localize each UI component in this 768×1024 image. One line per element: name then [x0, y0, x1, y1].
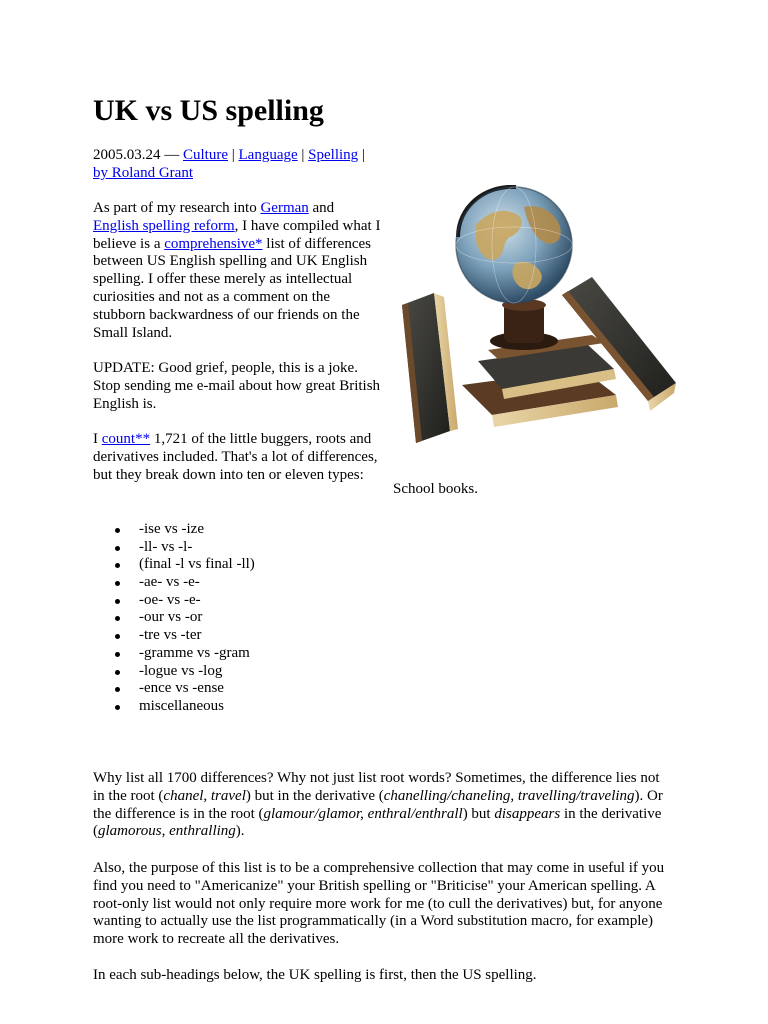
globe — [456, 187, 572, 303]
bullet-icon — [115, 546, 120, 551]
list-item-text: -ise vs -ize — [139, 521, 204, 537]
count-text: I — [93, 431, 102, 447]
german-link[interactable]: German — [260, 200, 309, 216]
list-item — [93, 539, 393, 557]
intro-text: list of differences between US English spelling and UK English spelling. I offer these merely as intellectual curiosities and not as a comment on the stubborn backwardness of our friends on the Small Island. — [93, 235, 371, 341]
list-item — [93, 698, 393, 716]
bullet-icon — [115, 581, 120, 586]
list-item — [93, 556, 393, 574]
why-text: ). — [235, 823, 245, 840]
why-example: glamour/glamor, enthral/enthrall — [263, 805, 463, 822]
list-item-text: -ll- vs -l- — [139, 538, 193, 555]
why-text: ) but — [462, 805, 495, 822]
list-item — [93, 680, 393, 698]
left-book — [402, 293, 458, 443]
list-item — [93, 592, 393, 610]
each-paragraph: In each sub-headings below, the UK spelling is first, then the US spelling. — [93, 967, 537, 983]
bullet-icon — [115, 616, 120, 621]
count-text: 1,721 of the little buggers, roots and derivatives included. That's a lot of differences, but they break down into ten or eleven types: — [93, 431, 378, 483]
why-example: chanel, travel — [163, 787, 246, 804]
category-separator: | — [297, 147, 309, 163]
list-item — [93, 645, 393, 663]
why-text: , — [161, 823, 170, 840]
spelling-reform-link[interactable]: English spelling reform — [93, 217, 235, 234]
intro-text: , I have compiled what I believe is a — [93, 217, 381, 252]
comprehensive-link[interactable]: comprehensive* — [164, 235, 263, 252]
why-text: in the derivative ( — [93, 805, 662, 840]
post-date: 2005.03.24 — [93, 147, 161, 163]
intro-text: As part of my research into — [93, 200, 261, 216]
bullet-icon — [115, 705, 120, 710]
date-dash: — — [160, 147, 183, 163]
spelling-types-list — [93, 521, 393, 716]
list-item — [93, 663, 393, 681]
count-paragraph — [93, 431, 385, 484]
category-separator: | — [358, 147, 365, 163]
list-item-text: -oe- vs -e- — [139, 591, 201, 608]
intro-text: and — [308, 200, 335, 216]
school-books-image — [392, 185, 682, 445]
author-link[interactable]: by Roland Grant — [93, 164, 193, 181]
list-item — [93, 627, 393, 645]
globe-stand — [490, 299, 558, 350]
list-item-text: -logue vs -log — [139, 662, 223, 679]
why-paragraph — [93, 770, 673, 841]
list-item — [93, 521, 393, 539]
list-item-text: miscellaneous — [139, 697, 224, 714]
figure-caption: School books. — [393, 481, 479, 497]
category-link-language[interactable]: Language — [238, 147, 298, 163]
bullet-icon — [115, 670, 120, 675]
list-item — [93, 609, 393, 627]
post-meta — [93, 147, 393, 183]
why-text: Why list all 1700 differences? Why not just list root words? Sometimes, the difference lies not in the root ( — [93, 770, 660, 804]
why-text: ). Or the difference is in the root ( — [93, 787, 663, 822]
why-example: glamorous — [98, 823, 162, 840]
bullet-icon — [115, 634, 120, 639]
list-item-text: -our vs -or — [139, 609, 203, 626]
intro-paragraph — [93, 200, 383, 342]
why-example: enthralling — [169, 823, 236, 840]
update-paragraph: UPDATE: Good grief, people, this is a joke. Stop sending me e-mail about how great British English is. — [93, 360, 381, 412]
list-item-text: -tre vs -ter — [139, 627, 202, 644]
count-link[interactable]: count** — [101, 431, 151, 447]
list-item-text: (final -l vs final -ll) — [139, 556, 255, 573]
bullet-icon — [115, 528, 120, 533]
bullet-icon — [115, 652, 120, 657]
also-paragraph: Also, the purpose of this list is to be a comprehensive collection that may come in useful if you find you need to "Americanize" your British spelling or "Briticise" your American spelling. A root-only list would not only require more work for me (to cull the derivatives) but, for anyone wanting to actually use the list programmatically (in a Word substitution macro, for example) more work to recreate all the derivatives. — [93, 860, 665, 948]
why-example: chanelling/chaneling, travelling/traveling — [383, 787, 635, 804]
category-link-spelling[interactable]: Spelling — [308, 147, 359, 163]
why-text: ) but in the derivative ( — [245, 787, 384, 804]
category-link-culture[interactable]: Culture — [183, 147, 228, 163]
list-item-text: -ence vs -ense — [139, 680, 224, 697]
list-item-text: -gramme vs -gram — [139, 644, 250, 661]
list-item-text: -ae- vs -e- — [139, 574, 200, 591]
bullet-icon — [115, 599, 120, 604]
bullet-icon — [115, 687, 120, 692]
category-separator: | — [228, 147, 239, 163]
why-example: disappears — [494, 805, 561, 822]
list-item — [93, 574, 393, 592]
globe-and-books-illustration — [392, 185, 682, 445]
bullet-icon — [115, 563, 120, 568]
page-title: UK vs US spelling — [93, 94, 324, 127]
